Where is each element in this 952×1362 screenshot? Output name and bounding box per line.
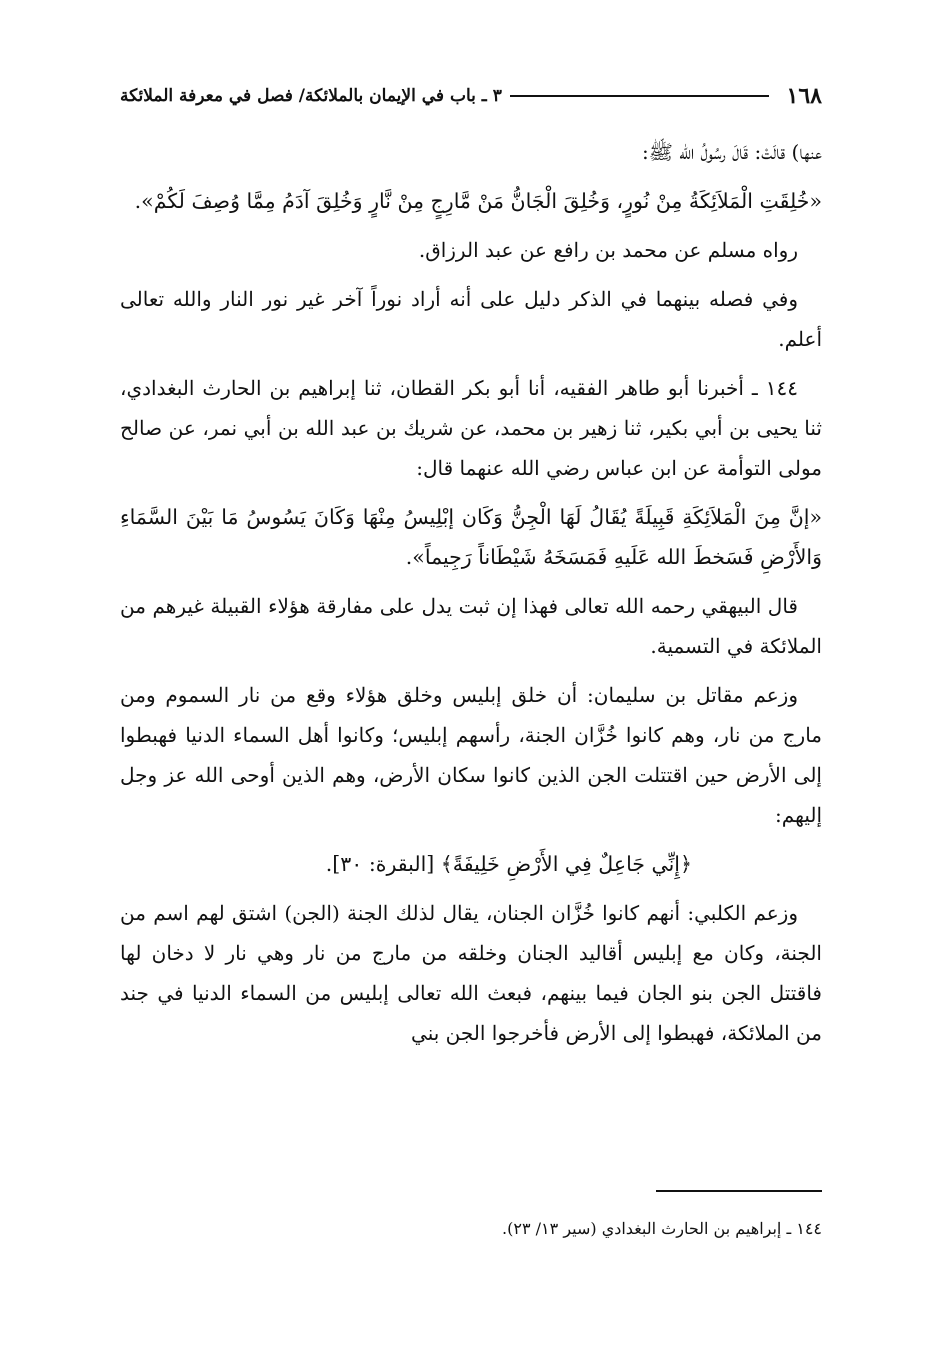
paragraph-isnad: ١٤٤ ـ أخبرنا أبو طاهر الفقيه، أنا أبو بكر القطان، ثنا إبراهيم بن الحارث البغدادي، ثنا يحيى بن أبي بكير، ثنا زهير بن محمد، عن شريك بن عبد الله بن أبي نمر، عن صالح مولى التوأمة عن ابن عباس رضي الله عنهما قال: (120, 376, 822, 480)
footnote: ١٤٤ ـ إبراهيم بن الحارث البغدادي (سير ١٣/ ٢٣). (502, 1219, 822, 1238)
paragraph-bayhaqi: قال البيهقي رحمه الله تعالى فهذا إن ثبت يدل على مفارقة هؤلاء القبيلة غيرهم من الملائكة في التسمية. (120, 594, 822, 658)
hadith-quote: «خُلِقَتِ الْمَلاَئِكَةُ مِنْ نُورٍ، وَخُلِقَ الْجَانُّ مَنْ مَّارِجٍ مِنْ نَّارٍ وَخُلِقَ آدَمُ مِمَّا وُصِفَ لَكُمْ». (134, 189, 822, 213)
paragraph-muqatil: وزعم مقاتل بن سليمان: أن خلق إبليس وخلق هؤلاء وقع من نار السموم ومن مارج من نار، وهم كانوا خُزَّان الجنة، رأسهم إبليس؛ وكانوا أهل السماء الدنيا فهبطوا إلى الأرض حين اقتتلت الجن الذين كانوا سكان الأرض، وهم الذين أوحى الله عز وجل إليهم: (120, 683, 822, 827)
body-text (120, 132, 822, 1062)
paragraph-continuation: عنها) قالَتْ: قَالَ رسُولُ الله ﷺ: (641, 140, 822, 164)
header-rule (510, 95, 769, 97)
paragraph-kalbi: وزعم الكلبي: أنهم كانوا خُزَّان الجنان، يقال لذلك الجنة (الجن) اشتق لهم اسم من الجنة، وكان مع إبليس أقاليد الجنان وخلقه من مارج من نار وهي نار لا دخان لها فاقتتل الجن بنو الجان فيما بينهم، فبعث الله تعالى إبليس من السماء الدنيا في جند من الملائكة، فهبطوا إلى الأرض فأخرجوا الجن بني (120, 901, 822, 1045)
paragraph-narration: رواه مسلم عن محمد بن رافع عن عبد الرزاق. (418, 238, 798, 262)
paragraph-commentary: وفي فصله بينهما في الذكر دليل على أنه أراد نوراً آخر غير نور النار والله تعالى أعلم. (120, 287, 822, 351)
running-title: ٣ ـ باب في الإيمان بالملائكة/ فصل في معرفة الملائكة (120, 86, 502, 106)
hadith-quote: «إنَّ مِنَ الْمَلاَئِكَةِ قَبِيلَةً يُقَالُ لَهَا الْجِنُّ وَكَان إبْلِيسُ مِنْهَا وَكَانَ يَسُوسُ مَا بَيْنَ السَّمَاءِ وَالأَرْضِ فَسَخطَ الله عَلَيهِ فَمَسَخَهُ شَيْطَاناً رَجِيماً». (120, 505, 822, 569)
book-page (120, 70, 822, 1300)
page-header (120, 76, 822, 116)
quran-verse: ﴿إِنِّي جَاعِلٌ فِي الأَرْضِ خَلِيفَةً﴾ [البقرة: ٣٠]. (325, 852, 692, 876)
footnote-rule (656, 1190, 822, 1192)
page-number: ١٦٨ (786, 83, 822, 109)
